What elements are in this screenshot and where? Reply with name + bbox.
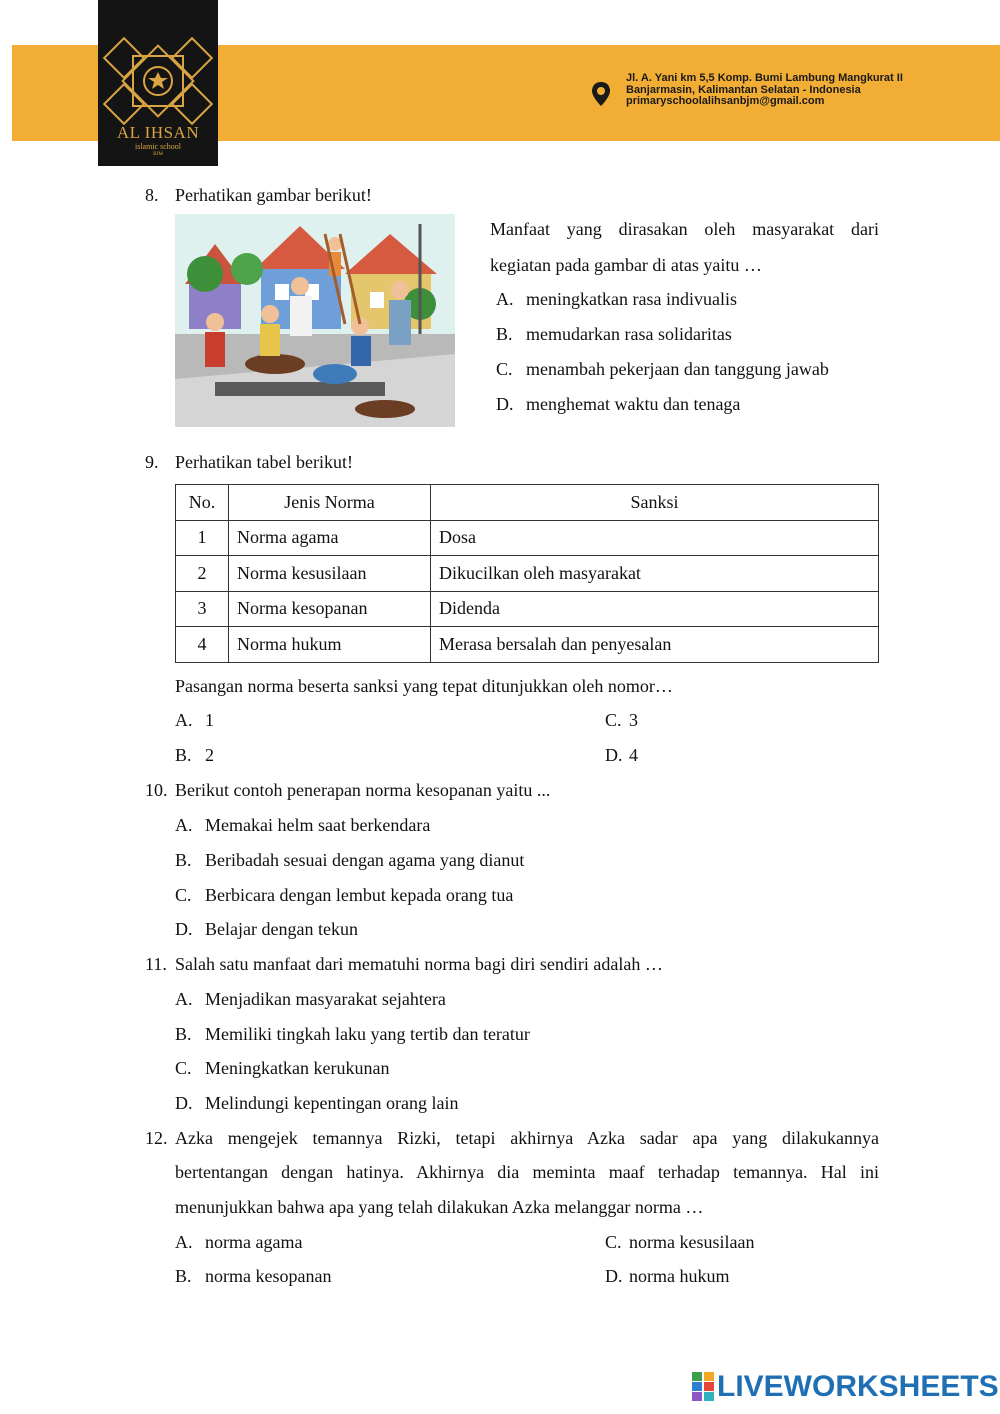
address-line: Banjarmasin, Kalimantan Selatan - Indonesia — [626, 83, 861, 96]
q11-number: 11. — [145, 954, 167, 974]
logo-school-sub: islamic school — [135, 142, 181, 151]
table-row — [176, 591, 879, 627]
q9-number: 9. — [145, 452, 159, 472]
table-cell-norma: Norma hukum — [229, 627, 431, 663]
q12-option-letter: A. — [175, 1232, 193, 1252]
q11-prompt: Salah satu manfaat dari mematuhi norma bagi diri sendiri adalah … — [175, 954, 663, 974]
q11-option-b[interactable]: Memiliki tingkah laku yang tertib dan teratur — [205, 1024, 530, 1044]
q9-prompt: Perhatikan tabel berikut! — [175, 452, 353, 472]
table-header-cell: Sanksi — [431, 485, 879, 521]
q8-stem: kegiatan pada gambar di atas yaitu … — [490, 255, 762, 275]
table-header-cell: Jenis Norma — [229, 485, 431, 521]
q8-number: 8. — [145, 185, 159, 205]
table-cell-norma: Norma kesusilaan — [229, 556, 431, 592]
school-logo — [98, 0, 218, 166]
q12-option-letter: C. — [605, 1232, 622, 1252]
table-row — [176, 556, 879, 592]
q11-option-letter: A. — [175, 989, 193, 1009]
q10-option-letter: A. — [175, 815, 193, 835]
norma-table — [175, 484, 879, 663]
table-row — [176, 520, 879, 556]
table-cell-no: 2 — [176, 556, 229, 592]
table-cell-no: 4 — [176, 627, 229, 663]
address-email: primaryschoolalihsanbjm@gmail.com — [626, 95, 825, 107]
q8-stem: Manfaat yang dirasakan oleh masyarakat dari — [490, 219, 879, 239]
q9-option-letter: A. — [175, 710, 193, 730]
liveworksheets-brand[interactable]: LIVEWORKSHEETS — [717, 1370, 999, 1403]
q11-option-a[interactable]: Menjadikan masyarakat sejahtera — [205, 989, 446, 1009]
q11-option-c[interactable]: Meningkatkan kerukunan — [205, 1058, 390, 1078]
table-cell-no: 1 — [176, 520, 229, 556]
q12-option-letter: B. — [175, 1266, 192, 1286]
q12-option-b[interactable]: norma kesopanan — [205, 1266, 332, 1286]
q8-option-letter: C. — [496, 359, 513, 379]
q10-option-d[interactable]: Belajar dengan tekun — [205, 919, 358, 939]
q10-option-letter: C. — [175, 885, 192, 905]
q11-option-letter: D. — [175, 1093, 193, 1113]
q10-option-c[interactable]: Berbicara dengan lembut kepada orang tua — [205, 885, 514, 905]
q8-option-letter: D. — [496, 394, 514, 414]
q9-option-b[interactable]: 2 — [205, 745, 214, 765]
q11-option-letter: B. — [175, 1024, 192, 1044]
q8-option-a[interactable]: meningkatkan rasa indivualis — [526, 289, 737, 309]
q12-option-c[interactable]: norma kesusilaan — [629, 1232, 755, 1252]
table-header-cell: No. — [176, 485, 229, 521]
table-cell-sanksi: Didenda — [431, 591, 879, 627]
q10-option-letter: B. — [175, 850, 192, 870]
logo-ornament-icon — [102, 36, 214, 126]
q10-option-a[interactable]: Memakai helm saat berkendara — [205, 815, 431, 835]
q10-option-letter: D. — [175, 919, 193, 939]
q8-option-d[interactable]: menghemat waktu dan tenaga — [526, 394, 741, 414]
table-row — [176, 627, 879, 663]
q8-option-c[interactable]: menambah pekerjaan dan tanggung jawab — [526, 359, 829, 379]
q9-option-letter: B. — [175, 745, 192, 765]
address-line: Jl. A. Yani km 5,5 Komp. Bumi Lambung Mangkurat II — [626, 72, 903, 84]
q12-option-a[interactable]: norma agama — [205, 1232, 303, 1252]
q8-option-b[interactable]: memudarkan rasa solidaritas — [526, 324, 732, 344]
table-cell-no: 3 — [176, 591, 229, 627]
table-cell-norma: Norma kesopanan — [229, 591, 431, 627]
table-cell-norma: Norma agama — [229, 520, 431, 556]
q9-option-c[interactable]: 3 — [629, 710, 638, 730]
table-cell-sanksi: Dosa — [431, 520, 879, 556]
q11-option-letter: C. — [175, 1058, 192, 1078]
q9-option-letter: D. — [605, 745, 623, 765]
q8-option-letter: B. — [496, 324, 513, 344]
q8-option-letter: A. — [496, 289, 514, 309]
q12-stem: menunjukkan bahwa apa yang telah dilakukan Azka melanggar norma … — [175, 1197, 704, 1217]
q10-prompt: Berikut contoh penerapan norma kesopanan yaitu ... — [175, 780, 551, 800]
q12-number: 12. — [145, 1128, 168, 1148]
q12-option-d[interactable]: norma hukum — [629, 1266, 730, 1286]
logo-school-name: AL IHSAN — [116, 123, 200, 142]
q8-prompt: Perhatikan gambar berikut! — [175, 185, 372, 205]
liveworksheets-logo-icon — [692, 1372, 714, 1402]
table-cell-sanksi: Merasa bersalah dan penyesalan — [431, 627, 879, 663]
q11-option-d[interactable]: Melindungi kepentingan orang lain — [205, 1093, 459, 1113]
school-address — [626, 73, 903, 108]
q10-option-b[interactable]: Beribadah sesuai dengan agama yang dianut — [205, 850, 525, 870]
table-cell-sanksi: Dikucilkan oleh masyarakat — [431, 556, 879, 592]
q12-stem: bertentangan dengan hatinya. Akhirnya dia meminta maaf terhadap temannya. Hal ini — [175, 1162, 879, 1182]
illustration-image — [175, 214, 455, 427]
q9-option-a[interactable]: 1 — [205, 710, 214, 730]
q12-stem: Azka mengejek temannya Rizki, tetapi akhirnya Azka sadar apa yang dilakukannya — [175, 1128, 879, 1148]
community-work-illustration — [175, 214, 455, 427]
logo-school-city: BJM — [153, 152, 163, 157]
q9-question: Pasangan norma beserta sanksi yang tepat ditunjukkan oleh nomor… — [175, 676, 673, 696]
q10-number: 10. — [145, 780, 168, 800]
q9-option-d[interactable]: 4 — [629, 745, 638, 765]
location-pin-icon — [591, 81, 611, 107]
q9-option-letter: C. — [605, 710, 622, 730]
q12-option-letter: D. — [605, 1266, 623, 1286]
table-header-row — [176, 485, 879, 521]
